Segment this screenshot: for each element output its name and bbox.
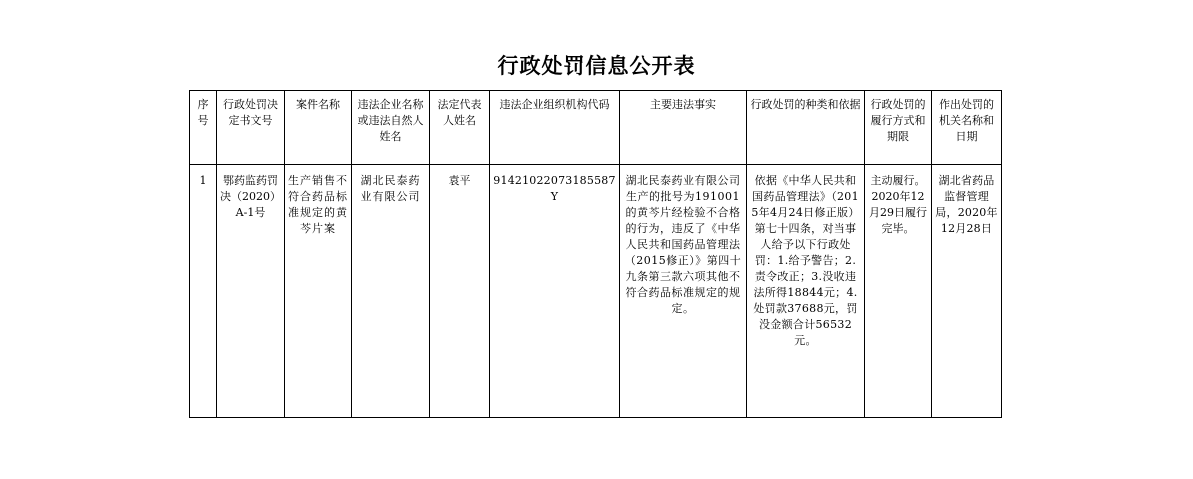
penalty-info-table: [189, 90, 1002, 418]
header-seq: 序号: [190, 91, 217, 165]
cell-case-name: 生产销售不符合药品标准规定的黄芩片案: [285, 165, 352, 418]
header-penalty-basis: 行政处罚的种类和依据: [747, 91, 865, 165]
header-main-facts: 主要违法事实: [620, 91, 747, 165]
cell-org-code: 91421022073185587Y: [490, 165, 620, 418]
header-case-name: 案件名称: [285, 91, 352, 165]
cell-decision-no: 鄂药监药罚决（2020）A-1号: [217, 165, 285, 418]
header-decision-no: 行政处罚决定书文号: [217, 91, 285, 165]
cell-fulfillment: 主动履行。2020年12月29日履行完毕。: [865, 165, 932, 418]
cell-legal-rep: 袁平: [430, 165, 490, 418]
header-authority-date: 作出处罚的机关名称和日期: [932, 91, 1002, 165]
cell-seq: 1: [190, 165, 217, 418]
cell-main-facts: 湖北民泰药业有限公司生产的批号为191001的黄芩片经检验不合格的行为，违反了《中华人民共和国药品管理法（2015修正）》第四十九条第三款六项其他不符合药品标准规定的规定。: [620, 165, 747, 418]
table-row: [190, 165, 1002, 418]
cell-party-name: 湖北民泰药业有限公司: [352, 165, 430, 418]
header-org-code: 违法企业组织机构代码: [490, 91, 620, 165]
cell-penalty-basis: 依据《中华人民共和国药品管理法》（2015年4月24日修正版）第七十四条，对当事人给予以下行政处罚：1.给予警告；2.责令改正；3.没收违法所得18844元；4.处罚款37688元，罚没金额合计56532元。: [747, 165, 865, 418]
header-fulfillment: 行政处罚的履行方式和期限: [865, 91, 932, 165]
header-legal-rep: 法定代表人姓名: [430, 91, 490, 165]
page-title: 行政处罚信息公开表: [497, 53, 696, 78]
header-party-name: 违法企业名称或违法自然人姓名: [352, 91, 430, 165]
table-header-row: [190, 91, 1002, 165]
cell-authority-date: 湖北省药品监督管理局，2020年12月28日: [932, 165, 1002, 418]
